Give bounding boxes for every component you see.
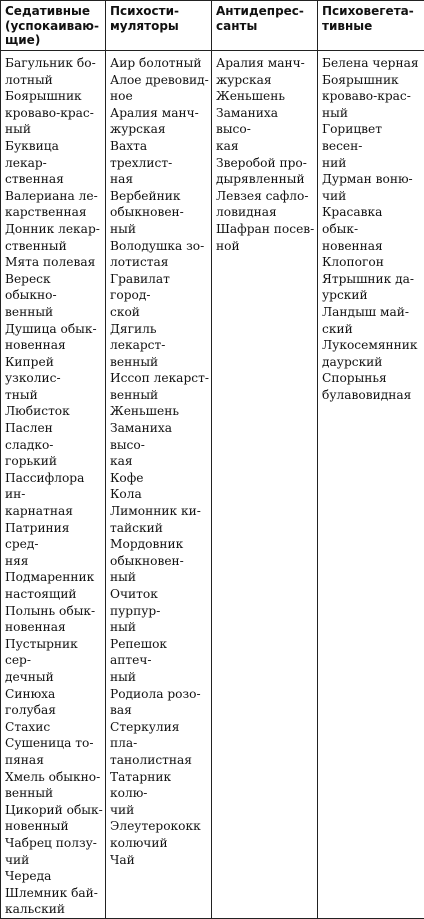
herb-entry: Заманиха высо- кая [216,105,315,155]
herb-entry: Лукосемянник даурский [322,337,422,370]
herb-entry: Мята полевая [5,254,103,271]
herb-entry: Белена черная [322,55,422,72]
herb-entry: Боярышник кроваво-крас- ный [322,72,422,122]
herb-entry: Кипрей узколис- тный [5,354,103,404]
list-antidepressant [212,51,317,254]
list-sedative [1,51,105,918]
herb-entry: Стеркулия пла- танолистная [110,719,209,769]
herb-entry: Багульник бо- лотный [5,55,103,88]
herb-entry: Шафран посев- ной [216,221,315,254]
herb-entry: Горицвет весен- ний [322,121,422,171]
herb-entry: Мордовник обыкновен- ный [110,536,209,586]
herb-entry: Душица обык- новенная [5,321,103,354]
herb-entry: Вербейник обыкновен- ный [110,188,209,238]
list-psychostimulant [106,51,211,868]
herb-entry: Стахис [5,719,103,736]
herb-entry: Сушеница то- пяная [5,735,103,768]
herb-entry: Ятрышник да- урский [322,271,422,304]
header-psychovegetative-cell [318,1,424,51]
herb-entry: Патриния сред- няя [5,520,103,570]
herb-entry: Полынь обык- новенная [5,603,103,636]
herb-entry: Элеутерококк колючий [110,818,209,851]
herb-entry: Репешок аптеч- ный [110,636,209,686]
column-antidepressant [212,51,318,919]
herb-entry: Иссоп лекарст- венный [110,370,209,403]
herb-entry: Валериана ле- карственная [5,188,103,221]
herb-entry: Пустырник сер- дечный [5,636,103,686]
column-sedative [1,51,106,919]
header-psychostimulant-cell [106,1,212,51]
herb-entry: Очиток пурпур- ный [110,586,209,636]
herb-entry: Подмаренник настоящий [5,569,103,602]
header-sedative: Седативные (успокаиваю- щие) [1,1,105,48]
herb-entry: Буквица лекар- ственная [5,138,103,188]
herb-entry: Володушка зо- лотистая [110,238,209,271]
table-header-row [1,1,424,51]
herb-entry: Аралия манч- журская [216,55,315,88]
herb-entry: Татарник колю- чий [110,769,209,819]
herb-entry: Чабрец ползу- чий [5,835,103,868]
herb-entry: Женьшень [216,88,315,105]
herb-entry: Родиола розо- вая [110,686,209,719]
herb-entry: Гравилат город- ской [110,271,209,321]
herb-entry: Кола [110,486,209,503]
herb-entry: Цикорий обык- новенный [5,802,103,835]
herb-entry: Вереск обыкно- венный [5,271,103,321]
header-psychostimulant: Психости- муляторы [106,1,211,33]
herb-entry: Кофе [110,470,209,487]
herb-entry: Синюха голубая [5,686,103,719]
herb-entry: Чай [110,852,209,869]
herb-entry: Донник лекар- ственный [5,221,103,254]
herb-entry: Вахта трехлист- ная [110,138,209,188]
herb-entry: Дягиль лекарст- венный [110,321,209,371]
herb-entry: Дурман воню- чий [322,171,422,204]
herb-entry: Левзея сафло- ловидная [216,188,315,221]
herb-entry: Шлемник бай- кальский [5,885,103,918]
herb-entry: Аралия манч- журская [110,105,209,138]
herb-entry: Клопогон [322,254,422,271]
herb-entry: Заманиха высо- кая [110,420,209,470]
herb-entry: Ландыш май- ский [322,304,422,337]
herb-entry: Любисток [5,403,103,420]
column-psychostimulant [106,51,212,919]
herb-entry: Боярышник кроваво-крас- ный [5,88,103,138]
header-antidepressant-cell [212,1,318,51]
herb-entry: Женьшень [110,403,209,420]
herb-entry: Алое древовид- ное [110,72,209,105]
herb-entry: Аир болотный [110,55,209,72]
header-antidepressant: Антидепрес- санты [212,1,317,33]
herb-entry: Лимонник ки- тайский [110,503,209,536]
herb-entry: Хмель обыкно- венный [5,769,103,802]
herb-entry: Зверобой про- дырявленный [216,155,315,188]
header-sedative-cell [1,1,106,51]
table-body-row [1,51,424,919]
column-psychovegetative [318,51,424,919]
herb-entry: Череда [5,868,103,885]
list-psychovegetative [318,51,424,403]
herb-entry: Спорынья булавовидная [322,370,422,403]
herb-entry: Красавка обык- новенная [322,204,422,254]
header-psychovegetative: Психовегета- тивные [318,1,424,33]
herb-entry: Пассифлора ин- карнатная [5,470,103,520]
herb-entry: Паслен сладко- горький [5,420,103,470]
